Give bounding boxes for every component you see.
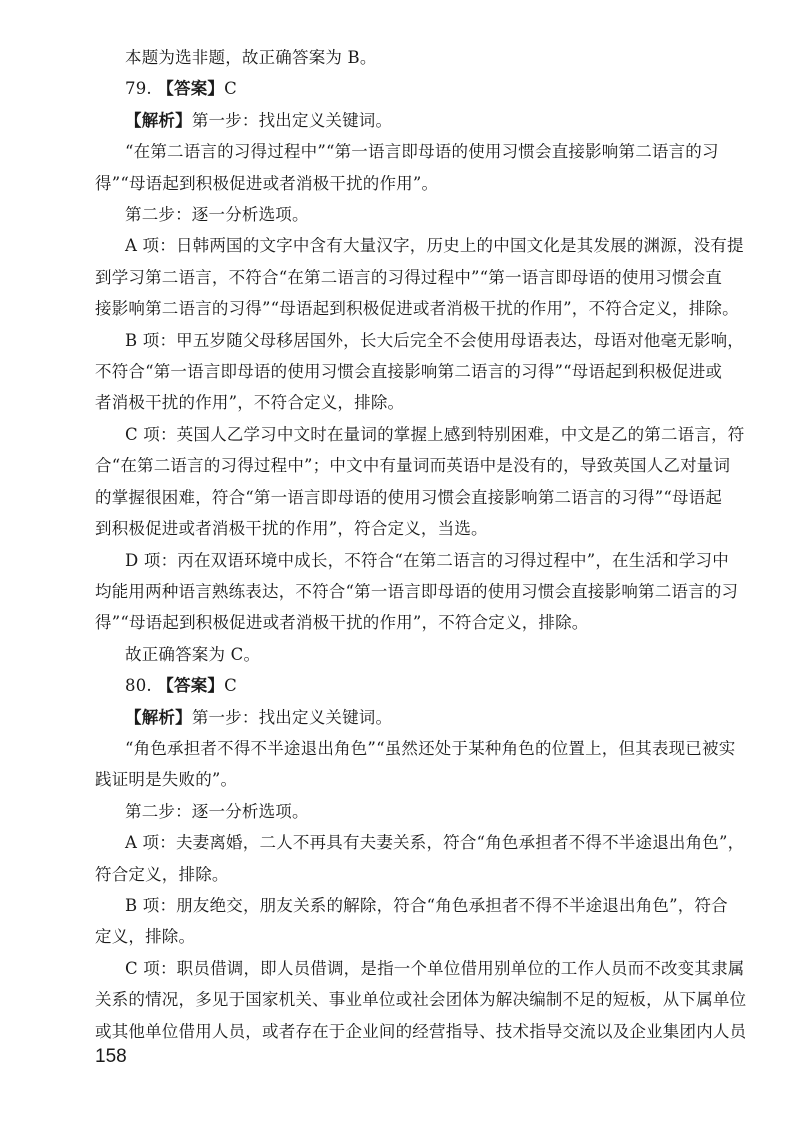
text-line <box>95 73 725 104</box>
text-line: 故正确答案为 C。 <box>125 644 261 664</box>
text-line: 的掌握很困难，符合“第一语言即母语的使用习惯会直接影响第二语言的习得”“母语起 <box>95 487 723 507</box>
bold-label: 【答案】 <box>157 676 225 696</box>
bold-label: 【解析】 <box>125 707 192 727</box>
text-line <box>95 105 725 136</box>
text-span: 第一步：找出定义关键词。 <box>191 707 393 727</box>
text-line <box>95 670 725 701</box>
document-page <box>95 42 747 1047</box>
text-line: 关系的情况，多见于国家机关、事业单位或社会团体为解决编制不足的短板，从下属单位 <box>95 990 747 1010</box>
text-span: 第一步：找出定义关键词。 <box>191 110 393 130</box>
text-line: 符合定义，排除。 <box>95 864 229 884</box>
text-line: 到积极促进或者消极干扰的作用”，符合定义，当选。 <box>95 519 488 539</box>
text-span: C <box>224 79 237 99</box>
text-line: 不符合“第一语言即母语的使用习惯会直接影响第二语言的习得”“母语起到积极促进或 <box>95 362 723 382</box>
text-line: C 项：职员借调，即人员借调，是指一个单位借用别单位的工作人员而不改变其隶属 <box>125 958 745 978</box>
text-line: 合“在第二语言的习得过程中”；中文中有量词而英语中是没有的，导致英国人乙对量词 <box>95 456 731 476</box>
text-line: 第二步：逐一分析选项。 <box>125 801 309 821</box>
text-line: 到学习第二语言，不符合“在第二语言的习得过程中”“第一语言即母语的使用习惯会直 <box>95 267 723 287</box>
text-line: 定义，排除。 <box>95 927 196 947</box>
text-line: 本题为选非题，故正确答案为 B。 <box>125 48 377 67</box>
text-line: B 项：甲五岁随父母移居国外，长大后完全不会使用母语表达，母语对他毫无影响， <box>125 330 744 350</box>
text-line: 者消极干扰的作用”，不符合定义，排除。 <box>95 393 405 413</box>
text-line: 接影响第二语言的习得”“母语起到积极促进或者消极干扰的作用”，不符合定义，排除。 <box>95 299 739 319</box>
text-line: C 项：英国人乙学习中文时在量词的掌握上感到特别困难，中文是乙的第二语言，符 <box>125 424 745 444</box>
text-span: 79. <box>125 79 158 99</box>
text-line: 或其他单位借用人员，或者存在于企业间的经营指导、技术指导交流以及企业集团内人员 <box>95 1021 747 1041</box>
text-line: 第二步：逐一分析选项。 <box>125 205 309 225</box>
text-line: A 项：日韩两国的文字中含有大量汉字，历史上的中国文化是其发展的渊源，没有提 <box>125 236 744 256</box>
text-line: B 项：朋友绝交，朋友关系的解除，符合“角色承担者不得不半途退出角色”，符合 <box>125 895 728 915</box>
text-line: 得”“母语起到积极促进或者消极干扰的作用”，不符合定义，排除。 <box>95 613 589 633</box>
text-line: D 项：丙在双语环境中成长，不符合“在第二语言的习得过程中”，在生活和学习中 <box>125 550 729 570</box>
text-span: C <box>224 676 237 696</box>
text-line: “在第二语言的习得过程中”“第一语言即母语的使用习惯会直接影响第二语言的习 <box>125 142 719 162</box>
text-line: “角色承担者不得不半途退出角色”“虽然还处于某种角色的位置上，但其表现已被实 <box>125 738 736 758</box>
bold-label: 【解析】 <box>125 110 192 130</box>
text-line: 践证明是失败的”。 <box>95 770 238 790</box>
bold-label: 【答案】 <box>157 79 225 99</box>
text-line: A 项：夫妻离婚，二人不再具有夫妻关系，符合“角色承担者不得不半途退出角色”， <box>125 833 745 853</box>
text-line: 得”“母语起到积极促进或者消极干扰的作用”。 <box>95 173 439 193</box>
text-line: 均能用两种语言熟练表达，不符合“第一语言即母语的使用习惯会直接影响第二语言的习 <box>95 581 739 601</box>
text-line <box>95 702 725 733</box>
text-span: 80. <box>125 676 158 696</box>
page-number: 158 <box>95 1046 127 1067</box>
